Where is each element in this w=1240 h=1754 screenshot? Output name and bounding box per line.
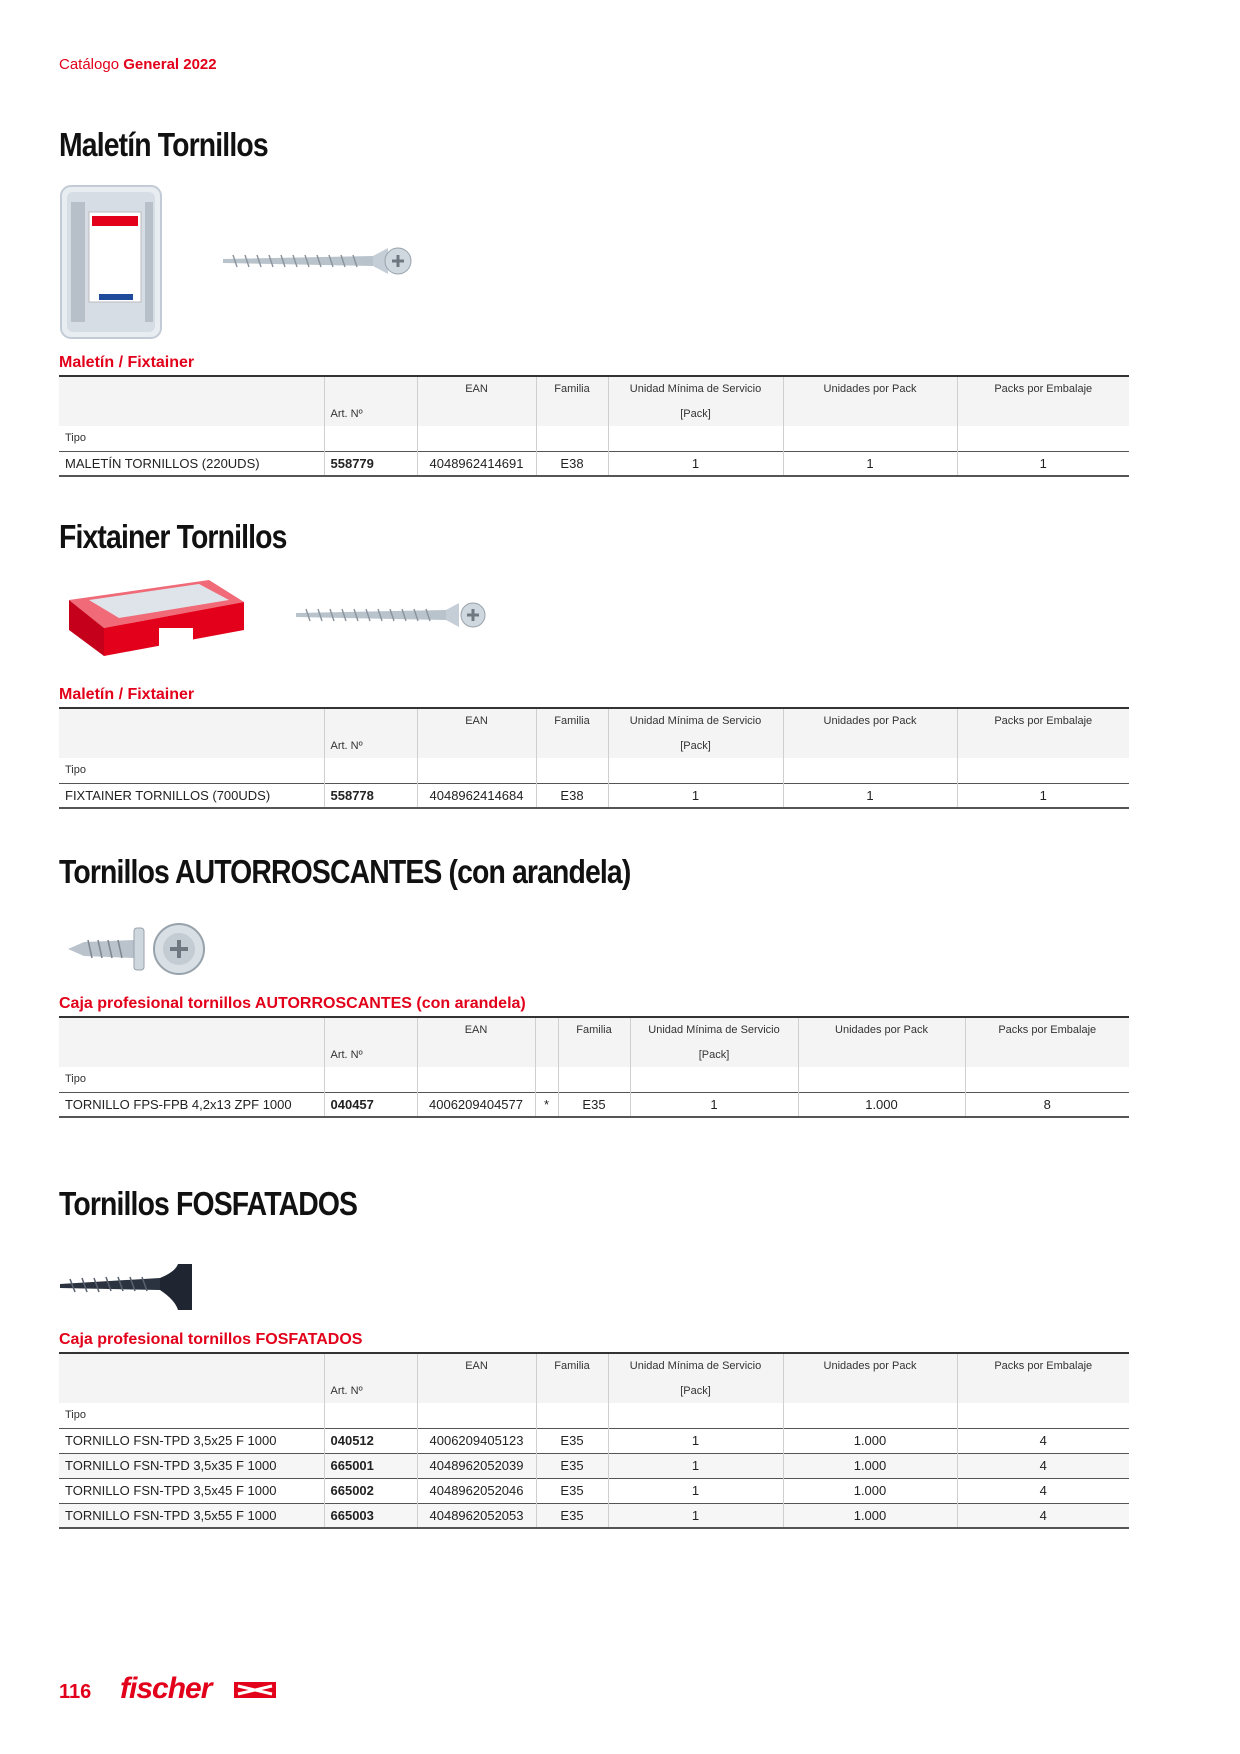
header-cell-blank	[59, 733, 324, 758]
catalog-header-bold: General 2022	[123, 56, 217, 73]
column-header-unidades-pack: Unidades por Pack	[783, 1353, 957, 1378]
header-cell-blank	[417, 733, 536, 758]
table-row	[59, 783, 1129, 808]
section-subtitle: Caja profesional tornillos FOSFATADOS	[59, 1331, 363, 1348]
column-header-tipo: Tipo	[59, 426, 324, 451]
header-cell-blank	[957, 733, 1129, 758]
product-image-maletin	[59, 182, 163, 347]
column-header-art: Art. Nº	[324, 401, 417, 426]
table-row	[59, 1453, 1129, 1478]
header-cell-blank	[965, 1067, 1129, 1092]
product-image-screw-silver	[223, 245, 413, 282]
header-cell-blank	[324, 1403, 417, 1428]
header-cell-blank	[324, 1017, 417, 1042]
cell-tipo: MALETÍN TORNILLOS (220UDS)	[59, 451, 324, 476]
column-header-ean: EAN	[417, 708, 536, 733]
header-cell-blank	[608, 758, 783, 783]
cell-art: 040457	[324, 1092, 417, 1117]
section-tornillos-autorroscantes	[59, 853, 1129, 891]
column-header-unidad: Unidad Mínima de Servicio	[608, 1353, 783, 1378]
section-title: Fixtainer Tornillos	[59, 518, 287, 555]
cell-packs: 4	[957, 1453, 1129, 1478]
cell-familia: E35	[536, 1428, 608, 1453]
header-cell-blank	[59, 401, 324, 426]
cell-art: 040512	[324, 1428, 417, 1453]
header-cell-blank	[608, 1403, 783, 1428]
table-row	[59, 1428, 1129, 1453]
column-header-ean: EAN	[417, 1017, 535, 1042]
cell-tipo: TORNILLO FSN-TPD 3,5x25 F 1000	[59, 1428, 324, 1453]
cell-unidades-pack: 1	[783, 451, 957, 476]
header-cell-blank	[536, 1378, 608, 1403]
column-header-unidad: Unidad Mínima de Servicio	[630, 1017, 798, 1042]
header-cell-blank	[558, 1067, 630, 1092]
header-cell-blank	[783, 1403, 957, 1428]
header-cell-blank	[59, 1378, 324, 1403]
cell-unidades-pack: 1.000	[783, 1428, 957, 1453]
header-cell-blank	[783, 401, 957, 426]
column-header-tipo: Tipo	[59, 1403, 324, 1428]
cell-unidad: 1	[608, 451, 783, 476]
header-cell-blank	[957, 758, 1129, 783]
header-cell-blank	[59, 1353, 324, 1378]
cell-packs: 1	[957, 451, 1129, 476]
cell-ean: 4048962052053	[417, 1503, 536, 1528]
cell-unidades-pack: 1	[783, 783, 957, 808]
header-cell-blank	[417, 1403, 536, 1428]
section-title: Maletín Tornillos	[59, 126, 268, 163]
header-cell-blank	[536, 1403, 608, 1428]
header-cell-blank	[536, 426, 608, 451]
cell-ean: 4048962414691	[417, 451, 536, 476]
header-cell-blank	[783, 733, 957, 758]
header-cell-blank	[417, 1067, 535, 1092]
cell-art: 558779	[324, 451, 417, 476]
table-row	[59, 1092, 1129, 1117]
header-cell-blank	[558, 1042, 630, 1067]
column-header-familia: Familia	[536, 376, 608, 401]
header-cell-blank	[535, 1042, 558, 1067]
cell-unidad: 1	[630, 1092, 798, 1117]
spec-table	[59, 707, 1129, 809]
column-header-art: Art. Nº	[324, 1042, 417, 1067]
header-cell-blank	[59, 1042, 324, 1067]
cell-art: 665003	[324, 1503, 417, 1528]
cell-packs: 4	[957, 1428, 1129, 1453]
catalog-header	[59, 56, 217, 73]
header-cell-blank	[324, 426, 417, 451]
header-cell-blank	[783, 1378, 957, 1403]
header-cell-blank	[957, 401, 1129, 426]
cell-unidades-pack: 1.000	[783, 1453, 957, 1478]
product-image-fixtainer	[59, 570, 249, 665]
column-header-unidad-pack: [Pack]	[608, 401, 783, 426]
header-cell-blank	[798, 1067, 965, 1092]
column-header-packs-embalaje: Packs por Embalaje	[957, 708, 1129, 733]
cell-unidad: 1	[608, 1428, 783, 1453]
cell-tipo: TORNILLO FSN-TPD 3,5x35 F 1000	[59, 1453, 324, 1478]
header-cell-blank	[324, 758, 417, 783]
column-header-unidad: Unidad Mínima de Servicio	[608, 708, 783, 733]
column-header-unidad-pack: [Pack]	[630, 1042, 798, 1067]
section-fixtainer-tornillos	[59, 518, 1129, 556]
section-title: Tornillos FOSFATADOS	[59, 1185, 358, 1222]
column-header-unidades-pack: Unidades por Pack	[783, 708, 957, 733]
header-cell-blank	[59, 376, 324, 401]
section-tornillos-fosfatados	[59, 1185, 1129, 1223]
spec-table	[59, 1016, 1129, 1118]
cell-familia: E35	[536, 1478, 608, 1503]
header-cell-blank	[324, 1067, 417, 1092]
product-image-screw-washer	[64, 918, 206, 985]
header-cell-blank	[783, 426, 957, 451]
header-cell-blank	[417, 426, 536, 451]
column-header-tipo: Tipo	[59, 1067, 324, 1092]
cell-tipo: TORNILLO FPS-FPB 4,2x13 ZPF 1000	[59, 1092, 324, 1117]
section-subtitle: Caja profesional tornillos AUTORROSCANTES (con arandela)	[59, 995, 526, 1012]
header-cell-blank	[535, 1017, 558, 1042]
cell-art: 558778	[324, 783, 417, 808]
column-header-unidad: Unidad Mínima de Servicio	[608, 376, 783, 401]
header-cell-blank	[957, 1403, 1129, 1428]
cell-art: 665001	[324, 1453, 417, 1478]
catalog-header-prefix: Catálogo	[59, 56, 120, 73]
cell-unidades-pack: 1.000	[783, 1478, 957, 1503]
header-cell-blank	[965, 1042, 1129, 1067]
header-cell-blank	[536, 733, 608, 758]
cell-ean: 4048962414684	[417, 783, 536, 808]
header-cell-blank	[417, 401, 536, 426]
cell-ean: 4006209405123	[417, 1428, 536, 1453]
section-subtitle: Maletín / Fixtainer	[59, 354, 195, 371]
cell-tipo: TORNILLO FSN-TPD 3,5x45 F 1000	[59, 1478, 324, 1503]
cell-packs: 4	[957, 1478, 1129, 1503]
product-image-screw-silver	[296, 600, 488, 635]
column-header-familia: Familia	[536, 708, 608, 733]
header-cell-blank	[783, 758, 957, 783]
column-header-art: Art. Nº	[324, 733, 417, 758]
table-row	[59, 1478, 1129, 1503]
page-number: 116	[59, 1681, 92, 1703]
table-row	[59, 451, 1129, 476]
header-cell-blank	[59, 1017, 324, 1042]
header-cell-blank	[417, 758, 536, 783]
cell-familia: E38	[536, 451, 608, 476]
header-cell-blank	[535, 1067, 558, 1092]
spec-table	[59, 1352, 1129, 1529]
cell-familia: E38	[536, 783, 608, 808]
cell-unidad: 1	[608, 1478, 783, 1503]
cell-familia: E35	[536, 1503, 608, 1528]
header-cell-blank	[417, 1378, 536, 1403]
section-title: Tornillos AUTORROSCANTES (con arandela)	[59, 853, 631, 890]
column-header-packs-embalaje: Packs por Embalaje	[965, 1017, 1129, 1042]
fischer-logo	[120, 1672, 280, 1713]
cell-unidades-pack: 1.000	[783, 1503, 957, 1528]
spec-table	[59, 375, 1129, 477]
cell-ean: 4048962052046	[417, 1478, 536, 1503]
cell-art: 665002	[324, 1478, 417, 1503]
header-cell-blank	[957, 1378, 1129, 1403]
header-cell-blank	[324, 376, 417, 401]
header-cell-blank	[59, 708, 324, 733]
cell-packs: 1	[957, 783, 1129, 808]
cell-tipo: FIXTAINER TORNILLOS (700UDS)	[59, 783, 324, 808]
header-cell-blank	[608, 426, 783, 451]
cell-packs: 4	[957, 1503, 1129, 1528]
cell-unidad: 1	[608, 1453, 783, 1478]
column-header-unidades-pack: Unidades por Pack	[798, 1017, 965, 1042]
column-header-familia: Familia	[536, 1353, 608, 1378]
header-cell-blank	[417, 1042, 535, 1067]
header-cell-blank	[957, 426, 1129, 451]
cell-tipo: TORNILLO FSN-TPD 3,5x55 F 1000	[59, 1503, 324, 1528]
section-subtitle: Maletín / Fixtainer	[59, 686, 195, 703]
product-image-screw-black	[60, 1262, 195, 1317]
column-header-familia: Familia	[558, 1017, 630, 1042]
cell-familia: E35	[536, 1453, 608, 1478]
cell-unidades-pack: 1.000	[798, 1092, 965, 1117]
cell-ean: 4006209404577	[417, 1092, 535, 1117]
table-row	[59, 1503, 1129, 1528]
header-cell-blank	[630, 1067, 798, 1092]
header-cell-blank	[324, 708, 417, 733]
column-header-ean: EAN	[417, 1353, 536, 1378]
column-header-packs-embalaje: Packs por Embalaje	[957, 376, 1129, 401]
section-maletin-tornillos	[59, 126, 1129, 164]
header-cell-blank	[536, 401, 608, 426]
column-header-unidad-pack: [Pack]	[608, 1378, 783, 1403]
cell-familia: E35	[558, 1092, 630, 1117]
column-header-packs-embalaje: Packs por Embalaje	[957, 1353, 1129, 1378]
cell-unidad: 1	[608, 783, 783, 808]
cell-unidad: 1	[608, 1503, 783, 1528]
column-header-unidad-pack: [Pack]	[608, 733, 783, 758]
column-header-tipo: Tipo	[59, 758, 324, 783]
header-cell-blank	[798, 1042, 965, 1067]
header-cell-blank	[324, 1353, 417, 1378]
column-header-ean: EAN	[417, 376, 536, 401]
column-header-art: Art. Nº	[324, 1378, 417, 1403]
cell-mark: *	[535, 1092, 558, 1117]
cell-ean: 4048962052039	[417, 1453, 536, 1478]
header-cell-blank	[536, 758, 608, 783]
svg-text:fischer: fischer	[120, 1672, 212, 1705]
column-header-unidades-pack: Unidades por Pack	[783, 376, 957, 401]
cell-packs: 8	[965, 1092, 1129, 1117]
